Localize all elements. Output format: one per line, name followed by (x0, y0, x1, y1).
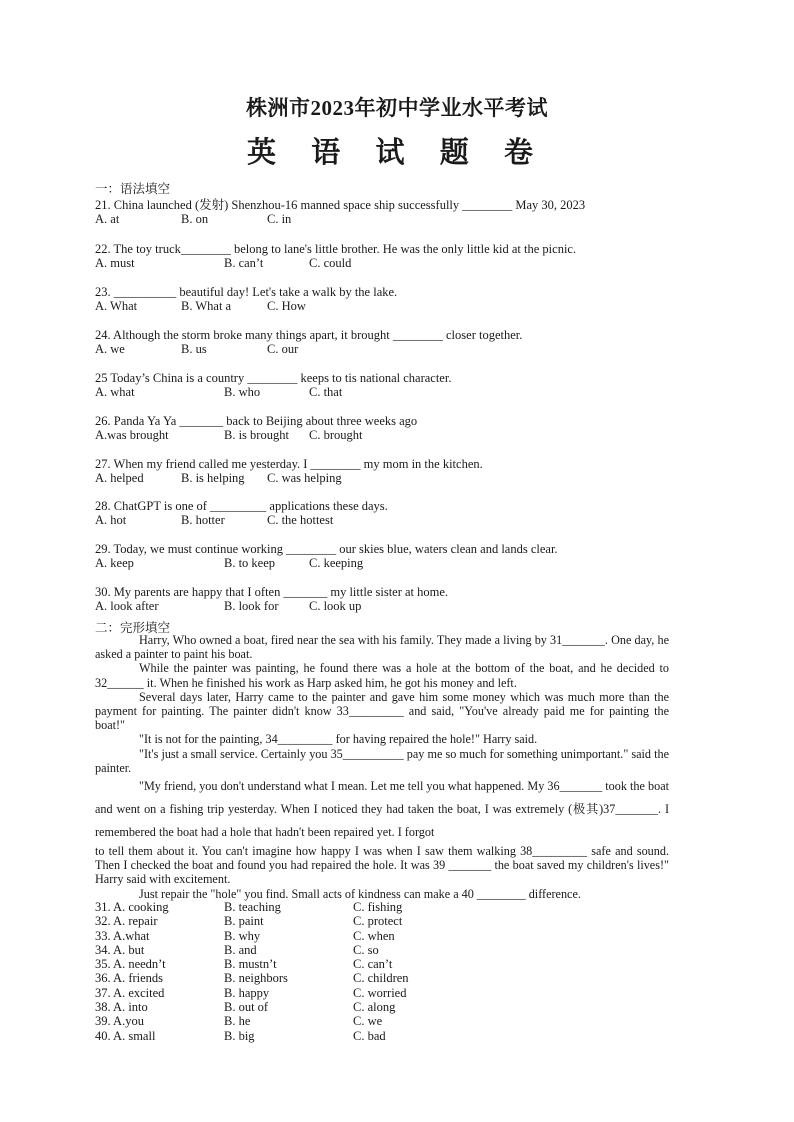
passage-paragraph: to tell them about it. You can't imagine how happy I was when I saw them walking 38_________ safe and sound. Then I checked the boat and found you had repaired the hole. It was 39 _______ the boat saved my children's lives!" Harry said with excitement. (95, 844, 669, 887)
passage-paragraph: "My friend, you don't understand what I mean. Let me tell you what happened. My 36_______ took the boat and went on a fishing trip yesterday. When I noticed they had taken the boat, I was extremely (极其)37_______. I remembered the boat had a hole that hadn't been repaired yet. I forgot (95, 779, 669, 840)
option-b: B. paint (224, 914, 264, 929)
option-b: B. out of (224, 1000, 269, 1015)
option-c: C. fishing (353, 900, 403, 914)
option-row-32 (95, 914, 595, 928)
question-29 (95, 542, 695, 570)
option-c: C. was helping (267, 471, 342, 485)
option-a: 32. A. repair (95, 914, 158, 929)
option-row-39 (95, 1014, 595, 1028)
question-stem: 23. __________ beautiful day! Let's take a walk by the lake. (95, 285, 398, 299)
option-a: A. we (95, 342, 125, 356)
option-b: B. What a (181, 299, 232, 313)
option-a: A. look after (95, 599, 159, 613)
question-stem: 26. Panda Ya Ya _______ back to Beijing about three weeks ago (95, 414, 418, 428)
section-heading-cloze: 二：完形填空 (95, 621, 171, 635)
exam-subtitle: 英 语 试 题 卷 (246, 137, 547, 169)
option-b: B. is helping (181, 471, 245, 485)
option-b: B. why (224, 928, 261, 943)
option-a: A. helped (95, 471, 144, 485)
option-c: C. we (353, 1014, 383, 1029)
question-stem: 24. Although the storm broke many things apart, it brought ________ closer together. (95, 328, 523, 342)
option-c: C. brought (309, 428, 363, 442)
option-c: C. could (309, 256, 352, 270)
option-c: C. in (267, 212, 292, 226)
option-b: B. teaching (224, 900, 281, 914)
option-a: 40. A. small (95, 1028, 156, 1043)
question-stem: 29. Today, we must continue working ________ our skies blue, waters clean and lands clear. (95, 542, 558, 556)
option-b: B. on (181, 212, 209, 226)
question-24 (95, 328, 695, 356)
option-a: 35. A. needn’t (95, 957, 166, 972)
option-b: B. who (224, 385, 261, 399)
option-a: A. What (95, 299, 138, 313)
option-b: B. and (224, 942, 257, 957)
question-23 (95, 285, 695, 313)
option-b: B. look for (224, 599, 279, 613)
option-row-33 (95, 929, 595, 943)
question-stem: 25 Today’s China is a country ________ keeps to tis national character. (95, 371, 452, 385)
question-21 (95, 198, 695, 226)
option-c: C. worried (353, 985, 407, 1000)
option-row-37 (95, 986, 595, 1000)
option-b: B. neighbors (224, 971, 288, 986)
option-a: 33. A.what (95, 928, 150, 943)
question-27 (95, 457, 695, 485)
option-b: B. he (224, 1014, 251, 1029)
question-28 (95, 499, 695, 527)
option-b: B. is brought (224, 428, 289, 442)
option-row-40 (95, 1029, 595, 1043)
question-stem: 27. When my friend called me yesterday. I ________ my mom in the kitchen. (95, 457, 483, 471)
passage-paragraph: Just repair the "hole" you find. Small acts of kindness can make a 40 ________ difference. (139, 886, 581, 901)
exam-title: 株洲市2023年初中学业水平考试 (246, 96, 548, 120)
option-b: B. us (181, 342, 207, 356)
question-26 (95, 414, 695, 442)
option-c: C. bad (353, 1028, 386, 1043)
question-stem: 21. China launched (发射) Shenzhou-16 manned space ship successfully ________ May 30, 2023 (95, 198, 586, 212)
option-row-38 (95, 1000, 595, 1014)
option-b: B. hotter (181, 513, 225, 527)
option-row-31 (95, 900, 595, 914)
option-a: A. keep (95, 556, 134, 570)
passage-paragraph: While the painter was painting, he found there was a hole at the bottom of the boat, and he decided to 32______ it. When he finished his work as Harp asked him, he got his money and left. (95, 661, 669, 690)
option-a: A. what (95, 385, 135, 399)
passage-paragraph: "It's just a small service. Certainly you 35__________ pay me so much for something unimportant." said the painter. (95, 746, 669, 775)
option-a: A. must (95, 256, 135, 270)
option-b: B. big (224, 1028, 255, 1043)
option-a: 39. A.you (95, 1014, 144, 1029)
question-stem: 30. My parents are happy that I often _______ my little sister at home. (95, 585, 449, 599)
option-a: A. at (95, 212, 120, 226)
option-b: B. happy (224, 985, 270, 1000)
option-b: B. can’t (224, 256, 264, 270)
option-c: C. look up (309, 599, 362, 613)
question-stem: 28. ChatGPT is one of _________ applications these days. (95, 499, 388, 513)
cloze-options (95, 900, 595, 1043)
passage-paragraph: "It is not for the painting, 34_________ for having repaired the hole!" Harry said. (139, 732, 538, 747)
option-a: 37. A. excited (95, 985, 165, 1000)
option-c: C. that (309, 385, 343, 399)
section-heading-grammar: 一：语法填空 (95, 182, 171, 196)
option-a: 38. A. into (95, 1000, 148, 1015)
option-row-34 (95, 943, 595, 957)
question-30 (95, 585, 695, 613)
option-a: A.was brought (95, 428, 169, 442)
option-a: A. hot (95, 513, 127, 527)
option-a: 31. A. cooking (95, 900, 169, 914)
option-c: C. children (353, 971, 409, 986)
option-row-36 (95, 971, 595, 985)
question-25 (95, 371, 695, 399)
question-stem: 22. The toy truck________ belong to lane's little brother. He was the only little kid at the picnic. (95, 242, 577, 256)
passage-paragraph: Harry, Who owned a boat, fired near the sea with his family. They made a living by 31_______. One day, he asked a painter to paint his boat. (95, 633, 669, 662)
option-c: C. How (267, 299, 306, 313)
option-c: C. the hottest (267, 513, 334, 527)
question-22 (95, 242, 695, 270)
option-row-35 (95, 957, 595, 971)
option-b: B. mustn’t (224, 957, 277, 972)
cloze-passage (95, 633, 669, 901)
option-c: C. when (353, 928, 395, 943)
option-c: C. keeping (309, 556, 364, 570)
option-c: C. can’t (353, 957, 393, 972)
option-a: 36. A. friends (95, 971, 164, 986)
option-c: C. protect (353, 914, 403, 929)
option-b: B. to keep (224, 556, 276, 570)
option-c: C. along (353, 1000, 396, 1015)
option-c: C. so (353, 942, 379, 957)
passage-paragraph: Several days later, Harry came to the painter and gave him some money which was much more than the payment for painting. The painter didn't know 33_________ and said, "You've already paid me for painting the boat!" (95, 689, 669, 733)
option-c: C. our (267, 342, 299, 356)
option-a: 34. A. but (95, 942, 145, 957)
